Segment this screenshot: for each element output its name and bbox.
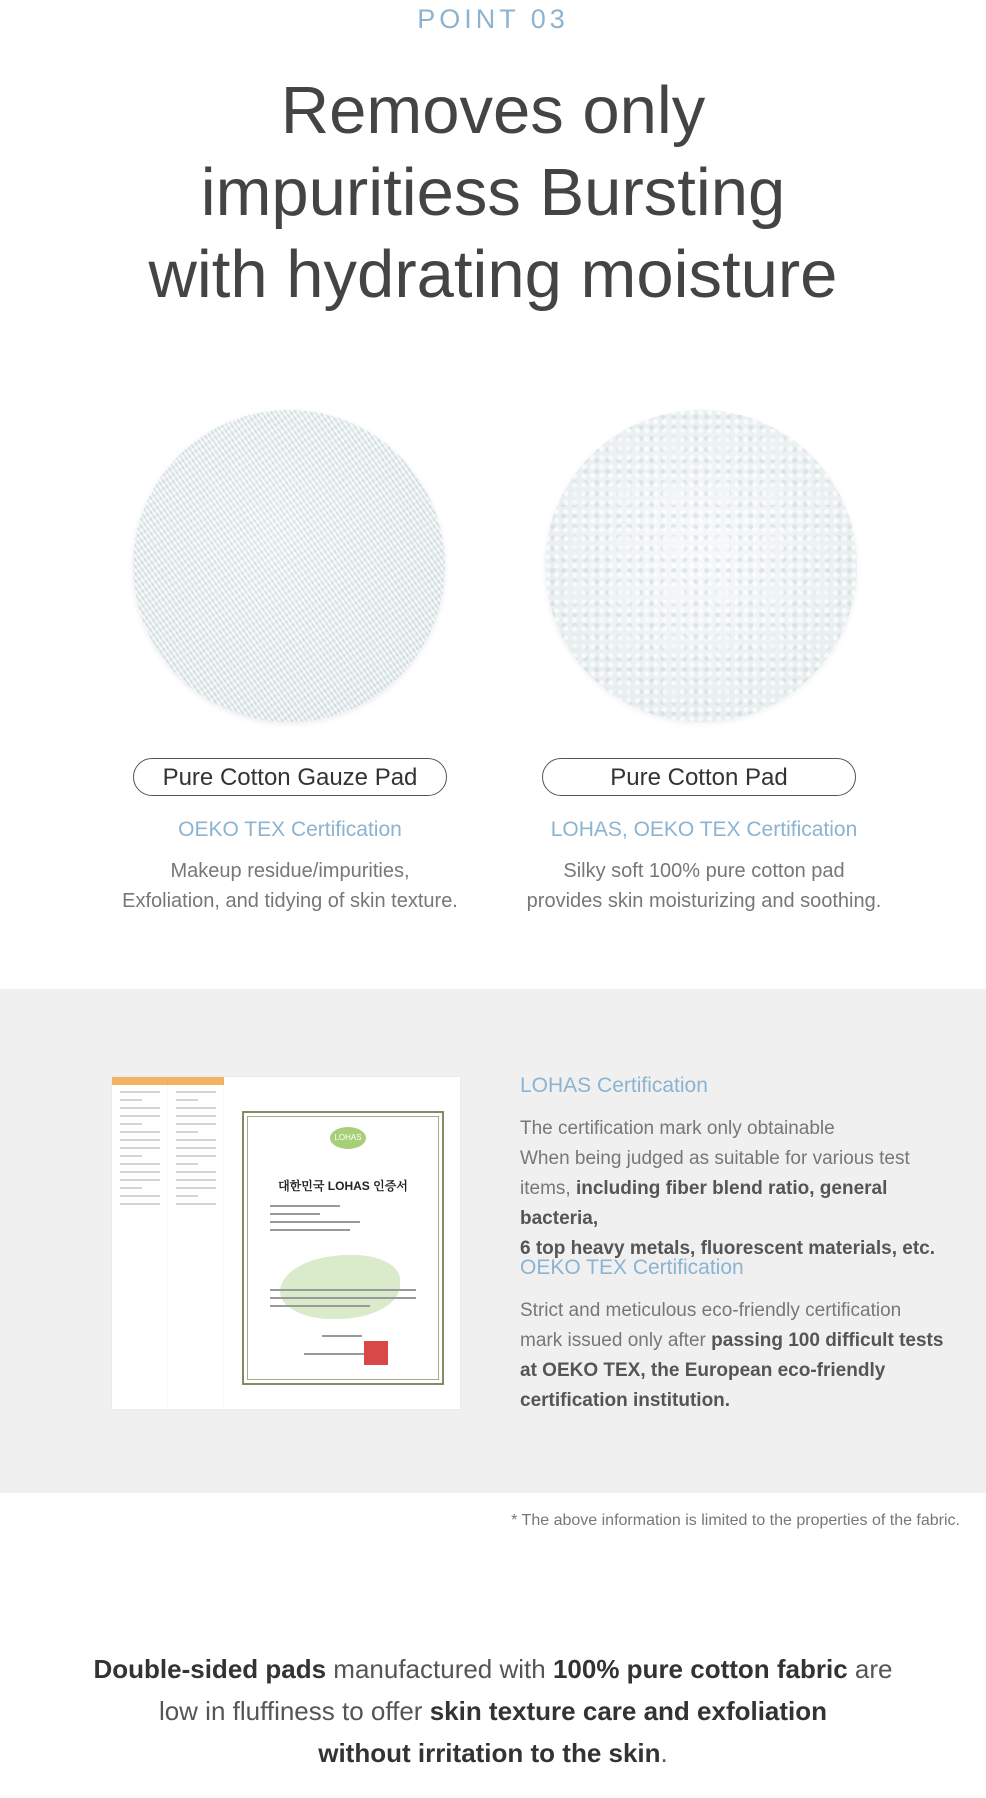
headline-line-3: with hydrating moisture bbox=[148, 237, 838, 312]
gauze-desc-line-2: Exfoliation, and tidying of skin texture. bbox=[122, 890, 458, 912]
lohas-line-4: 6 top heavy metals, fluorescent materials, etc. bbox=[520, 1238, 936, 1259]
gauze-pad-certification: OEKO TEX Certification bbox=[178, 818, 402, 841]
lohas-line-1: The certification mark only obtainable bbox=[520, 1118, 835, 1139]
certificate-leaf-watermark bbox=[280, 1255, 400, 1319]
headline bbox=[0, 70, 986, 316]
oeko-line-1: Strict and meticulous eco-friendly certification bbox=[520, 1300, 902, 1321]
closing-line-3: without irritation to the skin. bbox=[318, 1738, 668, 1768]
closing-line-1: Double-sided pads manufactured with 100% pure cotton fabric are bbox=[93, 1654, 893, 1684]
lohas-logo-text: LOHAS bbox=[334, 1133, 362, 1142]
headline-line-2: impuritiess Bursting bbox=[200, 155, 786, 230]
oeko-cert-body bbox=[520, 1296, 950, 1416]
gauze-pad-label: Pure Cotton Gauze Pad bbox=[133, 758, 447, 796]
closing-line-2: low in fluffiness to offer skin texture care and exfoliation bbox=[158, 1696, 828, 1726]
cotton-pad-certification: LOHAS, OEKO TEX Certification bbox=[550, 818, 858, 841]
certificate-frame bbox=[242, 1111, 444, 1385]
oeko-line-4: certification institution. bbox=[520, 1390, 731, 1411]
oeko-line-3: at OEKO TEX, the European eco-friendly bbox=[520, 1360, 886, 1381]
oeko-cert-title: OEKO TEX Certification bbox=[520, 1256, 744, 1279]
lohas-line-3: items, including fiber blend ratio, general bacteria, bbox=[520, 1178, 888, 1229]
lohas-certificate-document bbox=[224, 1077, 460, 1409]
cotton-pad-label: Pure Cotton Pad bbox=[542, 758, 856, 796]
oeko-certificate-document bbox=[112, 1077, 168, 1409]
cotton-pad-image bbox=[545, 410, 857, 722]
lohas-logo bbox=[330, 1127, 366, 1149]
closing-statement bbox=[0, 1648, 986, 1774]
cotton-pad-description bbox=[484, 856, 924, 916]
gauze-pad-description bbox=[70, 856, 510, 916]
gauze-desc-line-1: Makeup residue/impurities, bbox=[170, 860, 410, 882]
oeko-line-2: mark issued only after passing 100 difficult tests bbox=[520, 1330, 944, 1351]
cotton-desc-line-1: Silky soft 100% pure cotton pad bbox=[563, 860, 845, 882]
certificate-title: 대한민국 LOHAS 인증서 bbox=[278, 1179, 408, 1193]
gauze-pad-image bbox=[133, 410, 445, 722]
footnote: * The above information is limited to the properties of the fabric. bbox=[511, 1512, 960, 1529]
lohas-line-2: When being judged as suitable for various test bbox=[520, 1148, 910, 1169]
oeko-certificate-document-2 bbox=[168, 1077, 224, 1409]
lohas-cert-body bbox=[520, 1114, 950, 1264]
certificate-documents-image bbox=[112, 1077, 460, 1409]
headline-line-1: Removes only bbox=[280, 73, 706, 148]
cotton-desc-line-2: provides skin moisturizing and soothing. bbox=[526, 890, 882, 912]
point-label: POINT 03 bbox=[417, 4, 569, 34]
lohas-cert-title: LOHAS Certification bbox=[520, 1074, 708, 1097]
certificate-seal bbox=[364, 1341, 388, 1365]
